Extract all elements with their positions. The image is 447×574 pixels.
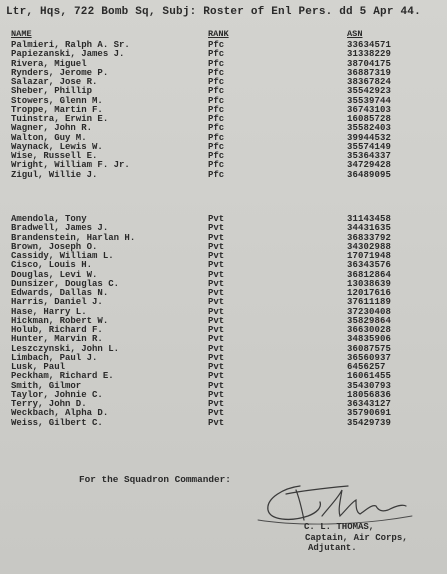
roster-row	[0, 242, 447, 251]
roster-name: Wise, Russell E.	[11, 151, 98, 161]
roster-row	[0, 390, 447, 399]
roster-name: Peckham, Richard E.	[11, 371, 114, 382]
roster-rank: Pvt	[208, 334, 225, 345]
roster-name: Holub, Richard F.	[11, 325, 103, 335]
roster-row	[0, 399, 447, 408]
roster-rank: Pfc	[208, 49, 225, 60]
roster-asn: 13038639	[347, 278, 392, 289]
roster-row	[0, 316, 447, 325]
roster-row	[0, 59, 447, 68]
roster-name: Terry, John D.	[11, 399, 87, 409]
roster-asn: 36887319	[347, 67, 392, 78]
roster-asn: 33634571	[347, 40, 392, 50]
roster-rank: Pfc	[208, 114, 225, 124]
roster-row	[0, 49, 447, 58]
roster-rank: Pvt	[208, 260, 225, 271]
column-header-asn: ASN	[347, 29, 363, 39]
roster-name: Weckbach, Alpha D.	[11, 408, 109, 419]
roster-rank: Pfc	[208, 141, 225, 152]
roster-row	[0, 142, 447, 151]
roster-row	[0, 325, 447, 334]
roster-rank: Pfc	[208, 67, 225, 78]
roster-name: Troppe, Martin F.	[11, 104, 103, 115]
roster-asn: 12017616	[347, 288, 392, 298]
roster-rank: Pfc	[208, 95, 225, 106]
roster-rank: Pfc	[208, 86, 225, 97]
roster-name: Rivera, Miguel	[11, 58, 87, 69]
roster-rank: Pvt	[208, 352, 225, 363]
roster-rank: Pvt	[208, 325, 225, 335]
roster-asn: 34729428	[347, 160, 392, 171]
roster-row	[0, 214, 447, 223]
roster-rank: Pfc	[208, 40, 225, 50]
roster-name: Harris, Daniel J.	[11, 297, 103, 308]
roster-asn: 17071948	[347, 251, 392, 261]
roster-rank: Pvt	[208, 371, 225, 382]
roster-rank: Pvt	[208, 380, 225, 391]
roster-asn: 35539744	[347, 95, 392, 106]
roster-rank: Pvt	[208, 214, 225, 224]
roster-name: Papiezanski, James J.	[11, 49, 125, 60]
column-header-name: NAME	[11, 29, 32, 39]
roster-rank: Pvt	[208, 297, 225, 308]
roster-name: Brown, Joseph O.	[11, 241, 98, 252]
roster-rank: Pfc	[208, 104, 225, 115]
roster-row	[0, 288, 447, 297]
roster-name: Taylor, Johnie C.	[11, 389, 103, 400]
roster-rank: Pvt	[208, 389, 225, 400]
roster-row	[0, 114, 447, 123]
roster-asn: 39944532	[347, 132, 392, 143]
roster-rank: Pvt	[208, 241, 225, 252]
roster-asn: 35364337	[347, 151, 392, 161]
roster-name: Sheber, Phillip	[11, 86, 93, 97]
roster-rank: Pvt	[208, 251, 225, 261]
roster-asn: 36812864	[347, 269, 392, 280]
roster-asn: 37611189	[347, 297, 392, 308]
roster-name: Hunter, Marvin R.	[11, 334, 103, 345]
roster-asn: 36560937	[347, 352, 392, 363]
roster-rank: Pvt	[208, 278, 225, 289]
roster-asn: 34431635	[347, 223, 392, 234]
roster-name: Hickman, Robert W.	[11, 315, 109, 326]
roster-row	[0, 170, 447, 179]
roster-rank: Pvt	[208, 223, 225, 234]
letter-header: Ltr, Hqs, 722 Bomb Sq, Subj: Roster of Enl Pers. dd 5 Apr 44.	[6, 6, 421, 18]
roster-row	[0, 123, 447, 132]
roster-name: Zigul, Willie J.	[11, 169, 98, 180]
roster-row	[0, 418, 447, 427]
roster-row	[0, 381, 447, 390]
roster-asn: 35429739	[347, 417, 392, 428]
roster-name: Walton, Guy M.	[11, 132, 87, 143]
signer-name: C. L. THOMAS,	[304, 522, 375, 532]
roster-asn: 36087575	[347, 343, 392, 354]
roster-name: Waynack, Lewis W.	[11, 141, 103, 152]
roster-row	[0, 223, 447, 232]
roster-asn: 31338229	[347, 49, 392, 60]
roster-asn: 35574149	[347, 141, 392, 152]
roster-row	[0, 160, 447, 169]
roster-asn: 35829864	[347, 315, 392, 326]
roster-row	[0, 344, 447, 353]
column-header-rank: RANK	[208, 29, 229, 39]
roster-rank: Pfc	[208, 58, 225, 69]
roster-asn: 35542923	[347, 86, 392, 97]
roster-asn: 35430793	[347, 380, 392, 391]
roster-row	[0, 96, 447, 105]
roster-row	[0, 270, 447, 279]
roster-asn: 6456257	[347, 362, 386, 372]
roster-rank: Pfc	[208, 77, 225, 87]
signature-block	[304, 522, 408, 554]
roster-name: Lusk, Paul	[11, 362, 66, 372]
roster-name: Amendola, Tony	[11, 214, 87, 224]
roster-row	[0, 279, 447, 288]
roster-name: Rynders, Jerome P.	[11, 67, 109, 78]
roster-row	[0, 86, 447, 95]
roster-row	[0, 233, 447, 242]
roster-name: Wagner, John R.	[11, 123, 93, 134]
roster-asn: 18056836	[347, 389, 392, 400]
roster-row	[0, 408, 447, 417]
roster-rank: Pvt	[208, 288, 225, 298]
roster-row	[0, 251, 447, 260]
roster-row	[0, 371, 447, 380]
roster-row	[0, 40, 447, 49]
roster-asn: 37230408	[347, 306, 392, 317]
roster-name: Cassidy, William L.	[11, 251, 114, 261]
roster-name: Palmieri, Ralph A. Sr.	[11, 40, 130, 50]
roster-asn: 31143458	[347, 214, 392, 224]
roster-rank: Pvt	[208, 399, 225, 409]
roster-name: Dunsizer, Douglas C.	[11, 278, 120, 289]
roster-row	[0, 151, 447, 160]
roster-rank: Pvt	[208, 408, 225, 419]
roster-asn: 38367824	[347, 77, 392, 87]
roster-asn: 38704175	[347, 58, 392, 69]
roster-asn: 34302988	[347, 241, 392, 252]
roster-rank: Pvt	[208, 315, 225, 326]
roster-name: Smith, Gilmor	[11, 380, 82, 391]
roster-name: Douglas, Levi W.	[11, 269, 98, 280]
roster-asn: 36489095	[347, 169, 392, 180]
roster-group-pvt	[0, 214, 447, 427]
roster-row	[0, 105, 447, 114]
roster-row	[0, 353, 447, 362]
roster-row	[0, 307, 447, 316]
roster-asn: 36343576	[347, 260, 392, 271]
roster-asn: 16085728	[347, 114, 392, 124]
roster-rank: Pfc	[208, 132, 225, 143]
roster-name: Edwards, Dallas N.	[11, 288, 109, 298]
roster-name: Brandenstein, Harlan H.	[11, 232, 136, 243]
roster-row	[0, 297, 447, 306]
roster-name: Weiss, Gilbert C.	[11, 417, 103, 428]
roster-row	[0, 133, 447, 142]
roster-name: Tuinstra, Erwin E.	[11, 114, 109, 124]
roster-rank: Pfc	[208, 151, 225, 161]
roster-name: Cisco, Louis H.	[11, 260, 93, 271]
roster-rank: Pfc	[208, 169, 225, 180]
roster-name: Bradwell, James J.	[11, 223, 109, 234]
roster-rank: Pfc	[208, 160, 225, 171]
roster-asn: 34835906	[347, 334, 392, 345]
roster-rank: Pvt	[208, 417, 225, 428]
roster-row	[0, 77, 447, 86]
roster-asn: 36833792	[347, 232, 392, 243]
roster-name: Hase, Harry L.	[11, 306, 87, 317]
roster-asn: 16061455	[347, 371, 392, 382]
roster-name: Wright, William F. Jr.	[11, 160, 130, 171]
roster-row	[0, 68, 447, 77]
roster-asn: 36630028	[347, 325, 392, 335]
roster-rank: Pvt	[208, 362, 225, 372]
roster-row	[0, 334, 447, 343]
roster-group-pfc	[0, 40, 447, 179]
roster-name: Stowers, Glenn M.	[11, 95, 103, 106]
roster-asn: 36743103	[347, 104, 392, 115]
signer-title: Captain, Air Corps,	[305, 532, 408, 543]
signer-role: Adjutant.	[308, 543, 357, 553]
roster-row	[0, 362, 447, 371]
roster-row	[0, 260, 447, 269]
roster-rank: Pvt	[208, 232, 225, 243]
roster-name: Leszczynski, John L.	[11, 343, 120, 354]
roster-rank: Pfc	[208, 123, 225, 134]
for-commander-line: For the Squadron Commander:	[79, 474, 231, 485]
roster-asn: 35790691	[347, 408, 392, 419]
roster-name: Salazar, Jose R.	[11, 77, 98, 87]
roster-rank: Pvt	[208, 343, 225, 354]
roster-rank: Pvt	[208, 306, 225, 317]
roster-asn: 36343127	[347, 399, 392, 409]
roster-name: Limbach, Paul J.	[11, 352, 98, 363]
roster-rank: Pvt	[208, 269, 225, 280]
roster-asn: 35582403	[347, 123, 392, 134]
